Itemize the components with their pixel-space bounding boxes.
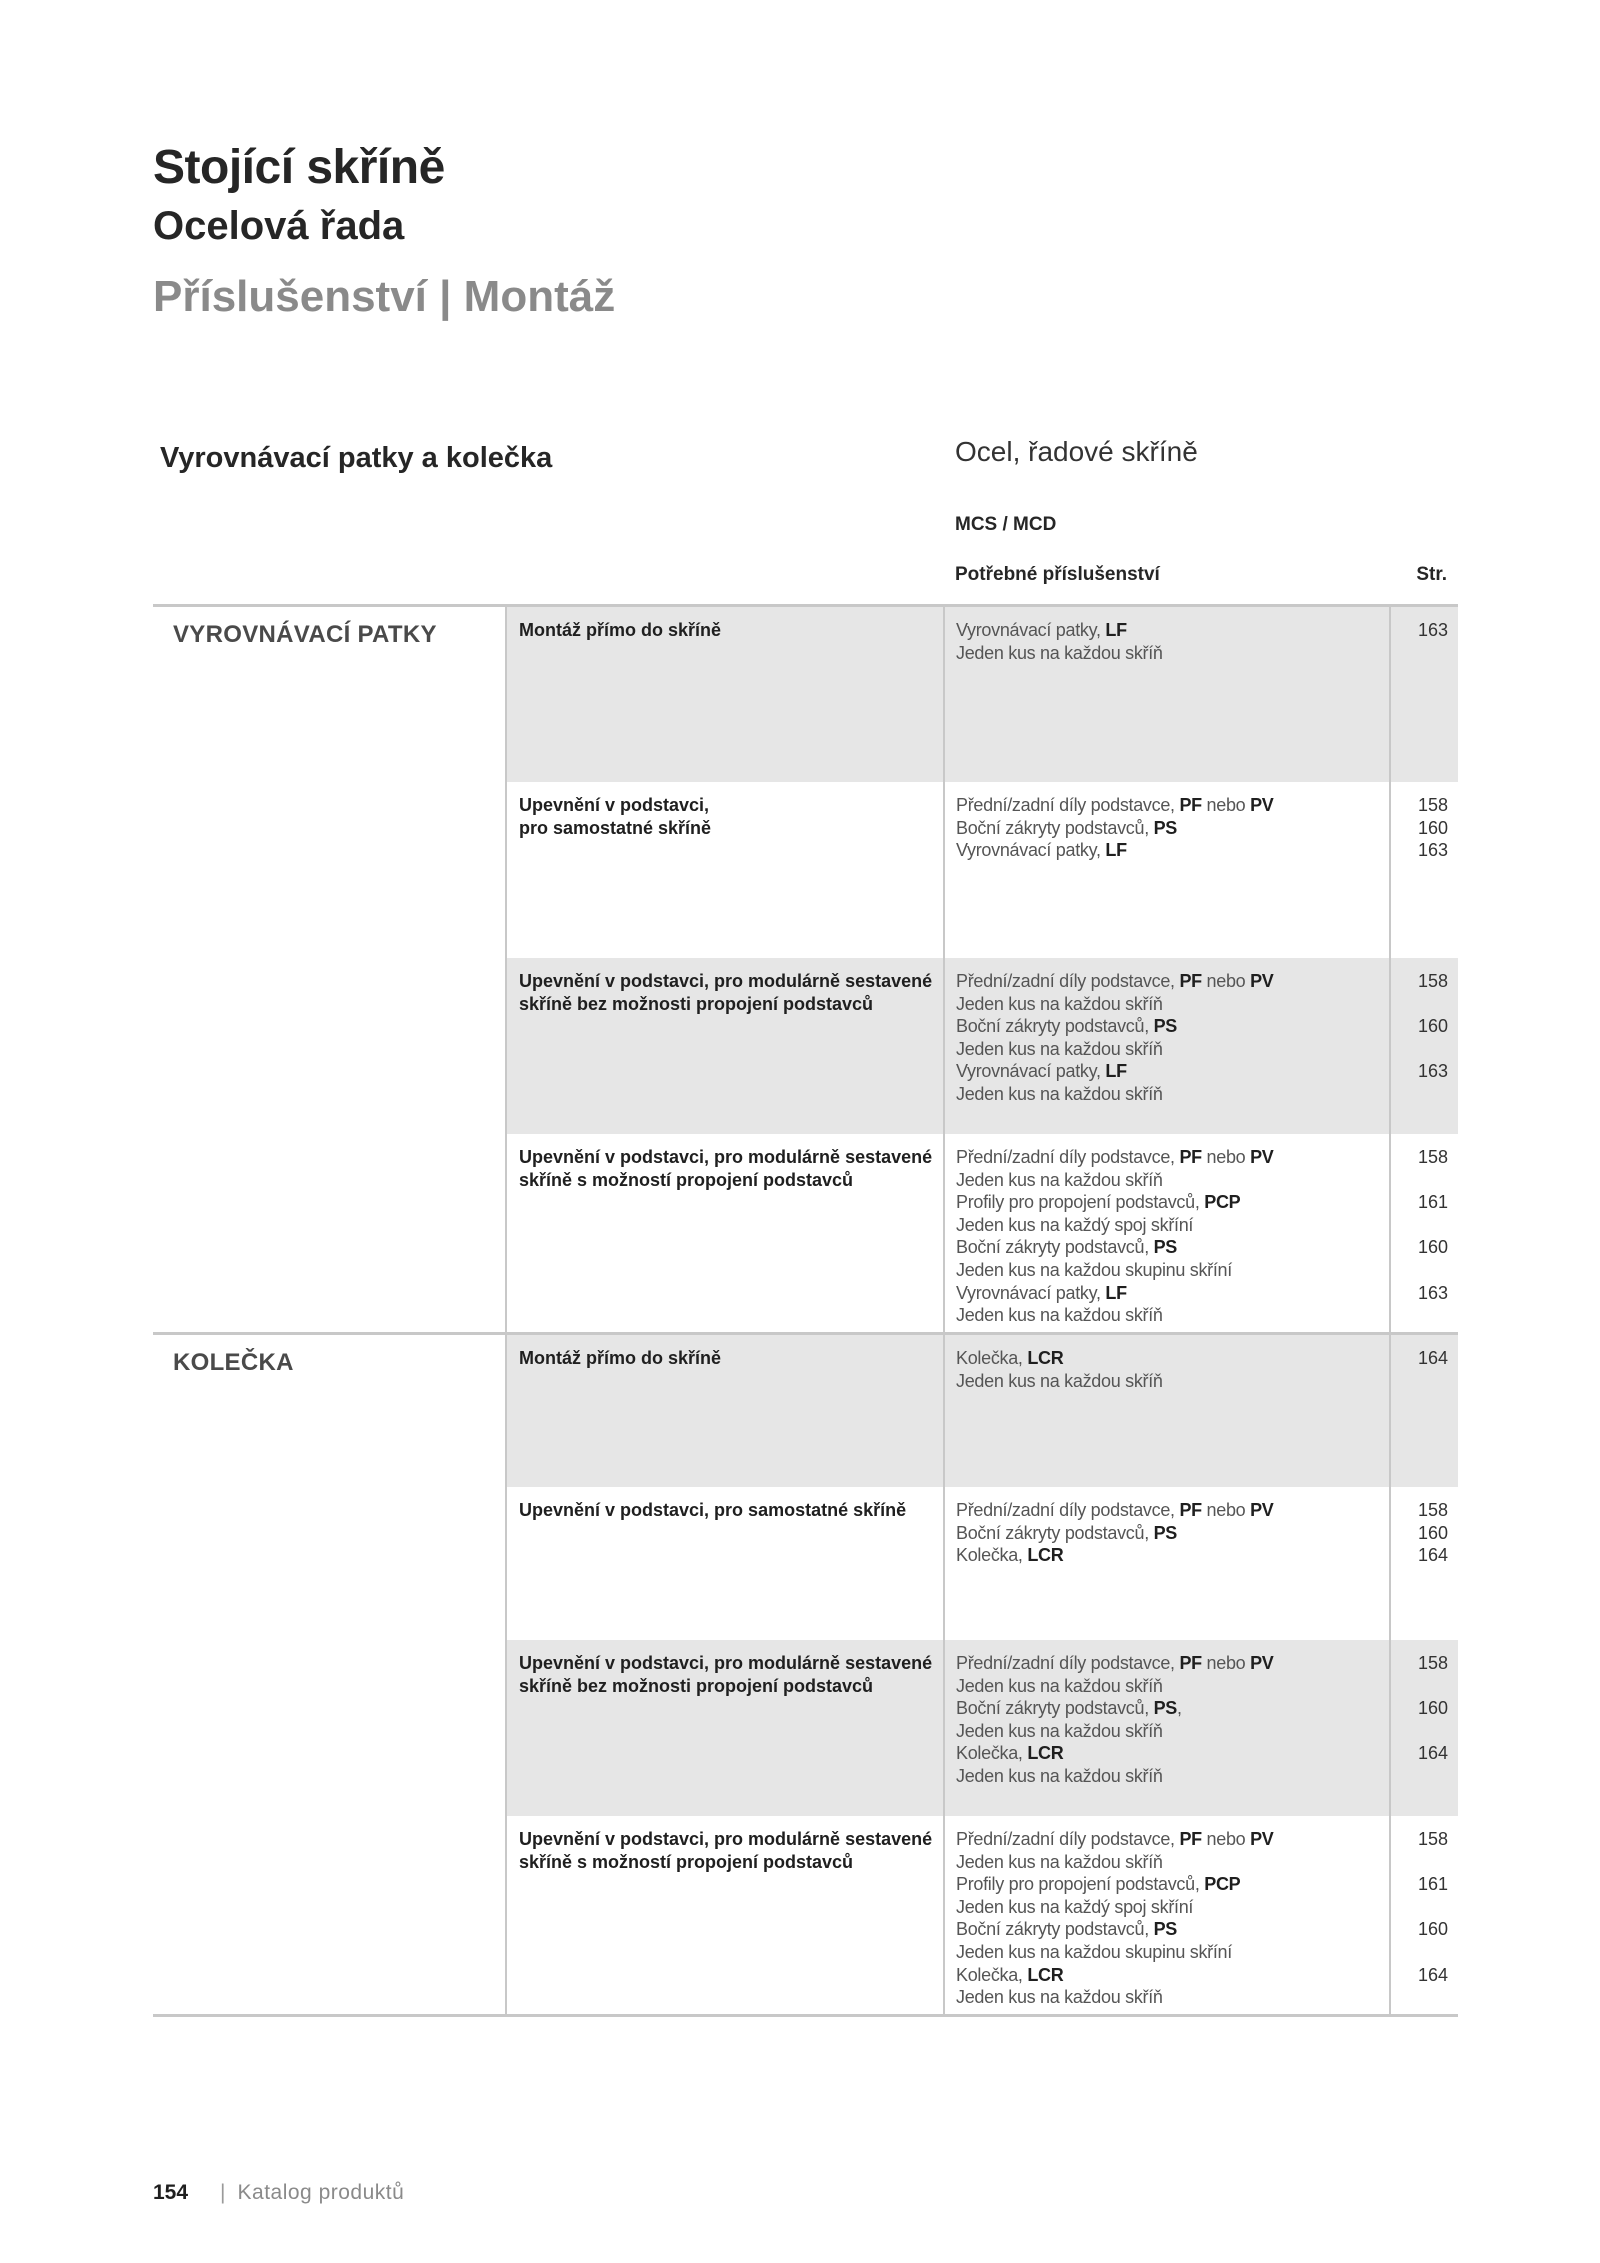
product-code: PS bbox=[1153, 817, 1178, 838]
page-title: Stojící skříně bbox=[153, 141, 445, 194]
page-reference: 161 bbox=[1417, 1192, 1448, 1213]
accessories-cell bbox=[945, 1816, 1391, 2014]
page-reference bbox=[1391, 1259, 1448, 1282]
page-reference bbox=[1391, 1083, 1448, 1106]
accessory-text: Boční zákryty podstavců, bbox=[956, 817, 1154, 838]
accessories-cell bbox=[945, 958, 1391, 1134]
accessory-text: nebo bbox=[1201, 1147, 1251, 1167]
accessory-line bbox=[956, 1304, 1379, 1327]
product-code: LF bbox=[1105, 1061, 1127, 1082]
accessory-line bbox=[956, 1964, 1379, 1987]
accessory-text: Jeden kus na každou skupinu skříní bbox=[956, 1259, 1232, 1280]
accessory-text: Jeden kus na každou skupinu skříní bbox=[956, 1941, 1232, 1962]
accessory-text: Jeden kus na každou skříň bbox=[956, 1083, 1163, 1104]
page-reference: 158 bbox=[1417, 1147, 1448, 1167]
product-code: PS bbox=[1153, 1522, 1178, 1543]
accessory-text: Profily pro propojení podstavců, bbox=[956, 1192, 1205, 1213]
accessory-text: Kolečka, bbox=[956, 1743, 1028, 1764]
page-reference: 158 bbox=[1417, 971, 1448, 991]
accessory-text: Přední/zadní díly podstavce, bbox=[956, 1147, 1180, 1167]
page-reference bbox=[1391, 1214, 1448, 1237]
table-row bbox=[507, 1487, 1458, 1640]
page-reference: 160 bbox=[1417, 1919, 1448, 1940]
accessory-line bbox=[956, 1522, 1379, 1545]
product-code: PV bbox=[1250, 795, 1274, 815]
accessory-text: Jeden kus na každou skříň bbox=[956, 1038, 1163, 1059]
accessories-cell bbox=[945, 1335, 1391, 1487]
mounting-cell bbox=[507, 1816, 945, 2014]
accessory-text: Boční zákryty podstavců, bbox=[956, 1698, 1154, 1719]
group-label: VYROVNÁVACÍ PATKY bbox=[173, 621, 437, 648]
mounting-cell bbox=[507, 1134, 945, 1332]
accessory-line bbox=[956, 1236, 1379, 1259]
page-number: 154 bbox=[153, 2181, 189, 2204]
accessory-line bbox=[956, 1828, 1379, 1851]
page-reference bbox=[1391, 1941, 1448, 1964]
accessory-text: nebo bbox=[1201, 795, 1251, 815]
page-reference: 164 bbox=[1417, 1964, 1448, 1985]
accessories-cell bbox=[945, 782, 1391, 958]
accessory-line bbox=[956, 1896, 1379, 1919]
page-reference: 160 bbox=[1417, 817, 1448, 838]
accessory-line bbox=[956, 1038, 1379, 1061]
mounting-text: skříně bez možnosti propojení podstavců bbox=[519, 994, 874, 1014]
product-code: PV bbox=[1250, 1500, 1274, 1520]
page-ref-cell bbox=[1391, 607, 1458, 782]
accessory-text: Kolečka, bbox=[956, 1964, 1028, 1985]
product-code: PCP bbox=[1204, 1874, 1241, 1895]
accessory-line bbox=[956, 1697, 1379, 1720]
accessory-line bbox=[956, 1873, 1379, 1896]
column-header-accessories: Potřebné příslušenství bbox=[955, 564, 1160, 585]
product-code: LF bbox=[1105, 1282, 1127, 1303]
accessory-line bbox=[956, 1347, 1379, 1370]
accessory-text: Kolečka, bbox=[956, 1545, 1028, 1566]
table-row bbox=[507, 1816, 1458, 2014]
accessory-text: Boční zákryty podstavců, bbox=[956, 1919, 1154, 1940]
catalog-label: Katalog produktů bbox=[237, 2181, 405, 2204]
accessory-line bbox=[956, 993, 1379, 1016]
page-reference: 161 bbox=[1417, 1874, 1448, 1895]
table-title: Vyrovnávací patky a kolečka bbox=[160, 442, 553, 474]
table-group bbox=[153, 1332, 1458, 2014]
accessory-text: Jeden kus na každou skříň bbox=[956, 1851, 1163, 1872]
table-row bbox=[507, 1335, 1458, 1487]
product-code: PF bbox=[1179, 1829, 1202, 1849]
table-group bbox=[153, 607, 1458, 1332]
page-ref-cell bbox=[1391, 1335, 1458, 1487]
accessory-line bbox=[956, 1742, 1379, 1765]
product-code: LCR bbox=[1027, 1348, 1064, 1368]
product-code: PCP bbox=[1204, 1192, 1241, 1213]
accessory-line bbox=[956, 1499, 1379, 1522]
page-reference bbox=[1391, 1675, 1448, 1698]
accessory-text: nebo bbox=[1201, 1653, 1251, 1673]
accessory-text: nebo bbox=[1201, 971, 1251, 991]
accessory-line bbox=[956, 1191, 1379, 1214]
accessory-line bbox=[956, 839, 1379, 862]
accessories-table bbox=[153, 604, 1458, 2017]
accessory-line bbox=[956, 1941, 1379, 1964]
accessory-text: Jeden kus na každou skříň bbox=[956, 1370, 1163, 1391]
accessory-line bbox=[956, 642, 1379, 665]
accessory-text: Jeden kus na každou skříň bbox=[956, 1675, 1163, 1696]
accessory-text: Přední/zadní díly podstavce, bbox=[956, 1500, 1180, 1520]
accessory-line bbox=[956, 1083, 1379, 1106]
accessory-text: Přední/zadní díly podstavce, bbox=[956, 1653, 1180, 1673]
mounting-text: Upevnění v podstavci, pro samostatné skříně bbox=[519, 1500, 907, 1520]
product-code: LF bbox=[1105, 840, 1127, 861]
product-code: PF bbox=[1179, 1147, 1202, 1167]
product-code: PS bbox=[1153, 1919, 1178, 1940]
page-reference: 158 bbox=[1417, 795, 1448, 815]
page-subtitle: Ocelová řada bbox=[153, 204, 405, 248]
accessory-line bbox=[956, 1720, 1379, 1743]
accessory-text: Vyrovnávací patky, bbox=[956, 1282, 1106, 1303]
accessory-text: Vyrovnávací patky, bbox=[956, 620, 1106, 640]
table-row bbox=[507, 782, 1458, 958]
accessory-text: Jeden kus na každou skříň bbox=[956, 1987, 1163, 2008]
mounting-cell bbox=[507, 782, 945, 958]
accessory-line bbox=[956, 970, 1379, 993]
page-reference bbox=[1391, 1304, 1448, 1327]
accessory-text: Boční zákryty podstavců, bbox=[956, 1522, 1154, 1543]
product-code: PV bbox=[1250, 971, 1274, 991]
page-reference: 163 bbox=[1417, 1282, 1448, 1303]
accessory-text: Boční zákryty podstavců, bbox=[956, 1237, 1154, 1258]
accessory-line bbox=[956, 794, 1379, 817]
mounting-cell bbox=[507, 607, 945, 782]
page-ref-cell bbox=[1391, 1640, 1458, 1816]
product-code: PF bbox=[1179, 971, 1202, 991]
mounting-text: Upevnění v podstavci, pro modulárně sestavené bbox=[519, 971, 933, 991]
page-reference: 163 bbox=[1417, 840, 1448, 861]
accessory-text: Jeden kus na každou skříň bbox=[956, 993, 1163, 1014]
accessory-line bbox=[956, 1169, 1379, 1192]
accessory-line bbox=[956, 1370, 1379, 1393]
table-row bbox=[507, 958, 1458, 1134]
page-reference bbox=[1391, 993, 1448, 1016]
product-code: LF bbox=[1105, 620, 1127, 640]
accessory-text: Profily pro propojení podstavců, bbox=[956, 1874, 1205, 1895]
accessory-text: Jeden kus na každou skříň bbox=[956, 642, 1163, 663]
product-code: PS bbox=[1153, 1016, 1178, 1037]
page-reference bbox=[1391, 1986, 1448, 2009]
page-reference bbox=[1391, 1765, 1448, 1788]
page-ref-cell bbox=[1391, 1134, 1458, 1332]
mounting-cell bbox=[507, 1335, 945, 1487]
series-title: Ocel, řadové skříně bbox=[955, 436, 1198, 467]
accessories-cell bbox=[945, 1640, 1391, 1816]
page-ref-cell bbox=[1391, 782, 1458, 958]
mounting-text: skříně s možností propojení podstavců bbox=[519, 1170, 854, 1190]
page-reference: 160 bbox=[1417, 1016, 1448, 1037]
model-label: MCS / MCD bbox=[955, 514, 1057, 535]
mounting-cell bbox=[507, 958, 945, 1134]
accessory-line bbox=[956, 1918, 1379, 1941]
accessory-line bbox=[956, 817, 1379, 840]
accessory-text: Boční zákryty podstavců, bbox=[956, 1016, 1154, 1037]
mounting-cell bbox=[507, 1640, 945, 1816]
accessory-text: Přední/zadní díly podstavce, bbox=[956, 1829, 1180, 1849]
accessory-line bbox=[956, 1259, 1379, 1282]
accessory-text: nebo bbox=[1201, 1829, 1251, 1849]
product-code: PS bbox=[1153, 1237, 1178, 1258]
group-rows bbox=[505, 607, 1458, 1332]
page-reference bbox=[1391, 1896, 1448, 1919]
page-reference: 164 bbox=[1417, 1743, 1448, 1764]
accessory-text: Vyrovnávací patky, bbox=[956, 1061, 1106, 1082]
accessory-line bbox=[956, 1652, 1379, 1675]
page-reference: 163 bbox=[1417, 1061, 1448, 1082]
mounting-text: Upevnění v podstavci, pro modulárně sestavené bbox=[519, 1829, 933, 1849]
product-code: LCR bbox=[1027, 1545, 1064, 1566]
mounting-text: skříně s možností propojení podstavců bbox=[519, 1852, 854, 1872]
group-label: KOLEČKA bbox=[173, 1349, 294, 1376]
product-code: PV bbox=[1250, 1653, 1274, 1673]
accessory-text: Jeden kus na každý spoj skříní bbox=[956, 1896, 1194, 1917]
accessory-line bbox=[956, 1851, 1379, 1874]
group-rows bbox=[505, 1335, 1458, 2014]
page-ref-cell bbox=[1391, 1816, 1458, 2014]
mounting-text: Upevnění v podstavci, pro modulárně sestavené bbox=[519, 1147, 933, 1167]
page-reference bbox=[1391, 642, 1448, 665]
page-reference: 160 bbox=[1417, 1237, 1448, 1258]
accessory-line bbox=[956, 1146, 1379, 1169]
accessory-text: Jeden kus na každou skříň bbox=[956, 1765, 1163, 1786]
accessory-line bbox=[956, 619, 1379, 642]
product-code: PF bbox=[1179, 1500, 1202, 1520]
accessories-cell bbox=[945, 607, 1391, 782]
page-reference bbox=[1391, 1169, 1448, 1192]
accessory-line bbox=[956, 1544, 1379, 1567]
accessories-cell bbox=[945, 1487, 1391, 1640]
accessory-line bbox=[956, 1765, 1379, 1788]
product-code: PF bbox=[1179, 1653, 1202, 1673]
accessory-line bbox=[956, 1015, 1379, 1038]
product-code: PF bbox=[1179, 795, 1202, 815]
accessory-line bbox=[956, 1060, 1379, 1083]
product-code: LCR bbox=[1027, 1964, 1064, 1985]
accessories-cell bbox=[945, 1134, 1391, 1332]
mounting-text: Montáž přímo do skříně bbox=[519, 620, 722, 640]
page-reference: 163 bbox=[1417, 620, 1448, 640]
accessory-text: Jeden kus na každý spoj skříní bbox=[956, 1214, 1194, 1235]
accessory-text: Jeden kus na každou skříň bbox=[956, 1305, 1163, 1326]
accessory-text: Jeden kus na každou skříň bbox=[956, 1720, 1163, 1741]
page-reference bbox=[1391, 1038, 1448, 1061]
accessory-line bbox=[956, 1986, 1379, 2009]
accessory-line bbox=[956, 1214, 1379, 1237]
product-code: PV bbox=[1250, 1829, 1274, 1849]
accessory-text: Přední/zadní díly podstavce, bbox=[956, 795, 1180, 815]
page-reference: 158 bbox=[1417, 1829, 1448, 1849]
mounting-text: Montáž přímo do skříně bbox=[519, 1348, 722, 1368]
page-reference: 164 bbox=[1417, 1545, 1448, 1566]
mounting-text: Upevnění v podstavci, pro modulárně sestavené bbox=[519, 1653, 933, 1673]
page-reference: 160 bbox=[1417, 1698, 1448, 1719]
page-reference: 158 bbox=[1417, 1500, 1448, 1520]
page-reference bbox=[1391, 1851, 1448, 1874]
product-code: PV bbox=[1250, 1147, 1274, 1167]
product-code: PS bbox=[1153, 1698, 1178, 1719]
mounting-text: skříně bez možnosti propojení podstavců bbox=[519, 1676, 874, 1696]
page-reference bbox=[1391, 1370, 1448, 1393]
accessory-line bbox=[956, 1675, 1379, 1698]
page-footer bbox=[153, 2181, 404, 2205]
column-header-page: Str. bbox=[1416, 564, 1447, 585]
page-ref-cell bbox=[1391, 1487, 1458, 1640]
table-row bbox=[507, 607, 1458, 782]
accessory-text: , bbox=[1177, 1698, 1182, 1719]
accessory-text: Kolečka, bbox=[956, 1348, 1028, 1368]
accessory-text: nebo bbox=[1201, 1500, 1251, 1520]
page-reference: 160 bbox=[1417, 1522, 1448, 1543]
product-code: LCR bbox=[1027, 1743, 1064, 1764]
table-row bbox=[507, 1640, 1458, 1816]
page-reference: 158 bbox=[1417, 1653, 1448, 1673]
page-reference bbox=[1391, 1720, 1448, 1743]
accessory-text: Jeden kus na každou skříň bbox=[956, 1169, 1163, 1190]
section-heading: Příslušenství | Montáž bbox=[153, 272, 616, 321]
page-ref-cell bbox=[1391, 958, 1458, 1134]
table-row bbox=[507, 1134, 1458, 1332]
page-reference: 164 bbox=[1417, 1348, 1448, 1368]
footer-separator: | bbox=[220, 2181, 226, 2204]
accessory-line bbox=[956, 1282, 1379, 1305]
accessory-text: Přední/zadní díly podstavce, bbox=[956, 971, 1180, 991]
mounting-cell bbox=[507, 1487, 945, 1640]
accessory-text: Vyrovnávací patky, bbox=[956, 840, 1106, 861]
mounting-text: pro samostatné skříně bbox=[519, 818, 712, 838]
mounting-text: Upevnění v podstavci, bbox=[519, 795, 710, 815]
